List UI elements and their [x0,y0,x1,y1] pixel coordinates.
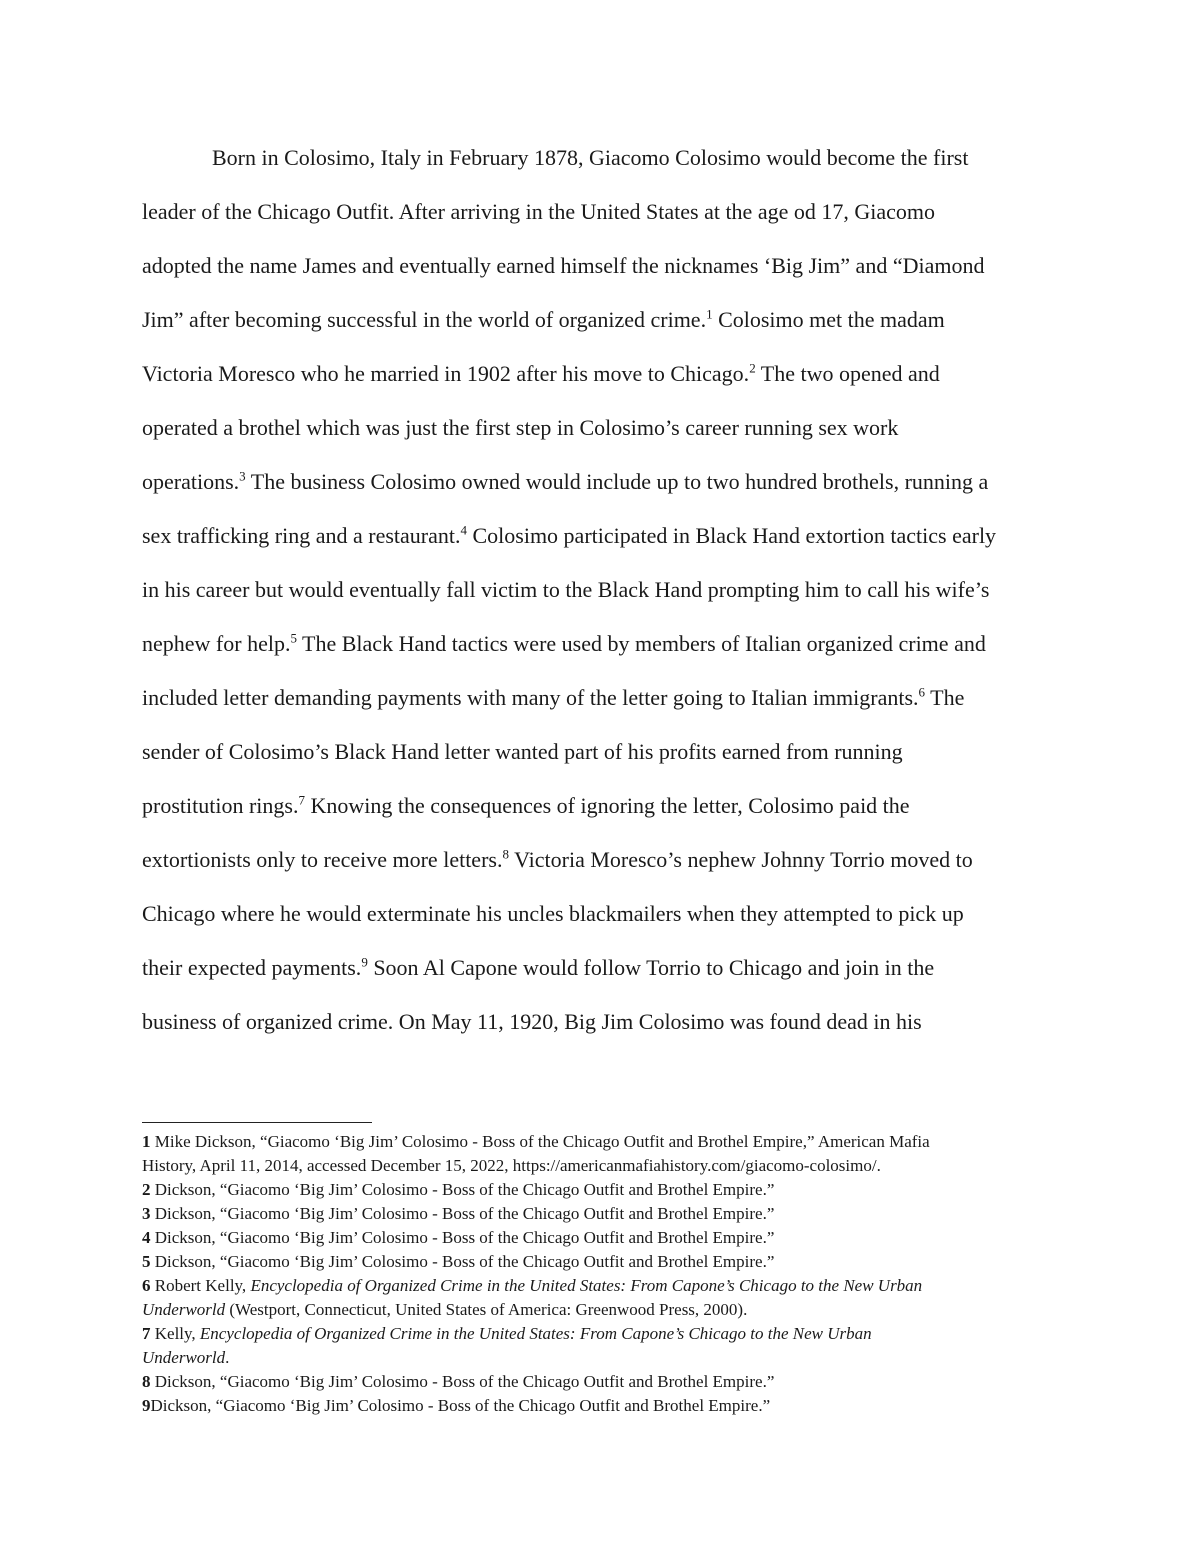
body-line: in his career but would eventually fall victim to the Black Hand prompting him to call his wife’s [142,577,990,602]
body-line: Born in Colosimo, Italy in February 1878, Giacomo Colosimo would become the first [212,145,969,170]
footnote-7: 7 Kelly, Encyclopedia of Organized Crime in the United States: From Capone’s Chicago to the New Urban Underworld. [142,1324,872,1367]
footnote-5: 5 Dickson, “Giacomo ‘Big Jim’ Colosimo - Boss of the Chicago Outfit and Brothel Empire.” [142,1252,775,1271]
body-line: adopted the name James and eventually earned himself the nicknames ‘Big Jim” and “Diamond [142,253,985,278]
footnote-number: 5 [142,1252,151,1271]
body-line: extortionists only to receive more letters.$^8$ Victoria Moresco’s nephew Johnny Torrio moved to [142,846,973,872]
footnote-number: 7 [142,1324,151,1343]
footnote-number: 1 [142,1132,151,1151]
footnote-reference[interactable]: 9 [361,954,368,970]
body-line: prostitution rings.$^7$ Knowing the consequences of ignoring the letter, Colosimo paid the [142,792,910,818]
footnote-url-line[interactable]: History, April 11, 2014, accessed December 15, 2022, https://americanmafiahistory.com/giacomo-colosimo/. [142,1156,881,1175]
footnote-number: 9 [142,1396,151,1415]
footnote-6: 6 Robert Kelly, Encyclopedia of Organized Crime in the United States: From Capone’s Chicago to the New Urban Underworld (Westport, Connecticut, United States of America: Greenwood Press, 2000). [142,1276,923,1319]
footnote-reference[interactable]: 5 [290,630,297,646]
footnote-2: 2 Dickson, “Giacomo ‘Big Jim’ Colosimo - Boss of the Chicago Outfit and Brothel Empire.” [142,1180,775,1199]
body-line: sender of Colosimo’s Black Hand letter wanted part of his profits earned from running [142,739,903,764]
body-line: operated a brothel which was just the first step in Colosimo’s career running sex work [142,415,899,440]
footnote-reference[interactable]: 1 [706,306,713,322]
footnote-1: 1 Mike Dickson, “Giacomo ‘Big Jim’ Colosimo - Boss of the Chicago Outfit and Brothel Empire,” American Mafia History, April 11, 2014, accessed December 15, 2022, https://americanmafiahistory.com/giacomo-colosimo/. [142,1132,930,1175]
body-line: their expected payments.$^9$ Soon Al Capone would follow Torrio to Chicago and join in the [142,954,935,980]
footnote-reference[interactable]: 3 [239,468,246,484]
footnote-reference[interactable]: 8 [502,846,509,862]
footnote-4: 4 Dickson, “Giacomo ‘Big Jim’ Colosimo - Boss of the Chicago Outfit and Brothel Empire.” [142,1228,775,1247]
footnote-number: 3 [142,1204,151,1223]
footnote-number: 2 [142,1180,151,1199]
body-line: nephew for help.$^5$ The Black Hand tactics were used by members of Italian organized crime and [142,630,986,656]
footnote-separator [142,1122,372,1123]
footnote-reference[interactable]: 7 [298,792,305,808]
body-line: sex trafficking ring and a restaurant.$^4$ Colosimo participated in Black Hand extortion tactics early [142,522,997,548]
footnote-3: 3 Dickson, “Giacomo ‘Big Jim’ Colosimo - Boss of the Chicago Outfit and Brothel Empire.” [142,1204,775,1223]
footnote-8: 8 Dickson, “Giacomo ‘Big Jim’ Colosimo - Boss of the Chicago Outfit and Brothel Empire.” [142,1372,775,1391]
footnote-number: 4 [142,1228,151,1247]
footnotes-section [142,1130,1062,1418]
body-line: Victoria Moresco who he married in 1902 after his move to Chicago.$^2$ The two opened and [142,360,940,386]
footnote-reference[interactable]: 6 [918,684,926,700]
body-line: leader of the Chicago Outfit. After arriving in the United States at the age od 17, Giacomo [142,199,935,224]
footnote-reference[interactable]: 2 [749,360,756,376]
body-line: included letter demanding payments with many of the letter going to Italian immigrants.$^6$ The [142,684,965,710]
footnote-reference[interactable]: 4 [460,522,467,538]
body-line: Chicago where he would exterminate his uncles blackmailers when they attempted to pick up [142,901,964,926]
footnote-number: 6 [142,1276,151,1295]
body-line: business of organized crime. On May 11, 1920, Big Jim Colosimo was found dead in his [142,1009,922,1034]
footnote-number: 8 [142,1372,151,1391]
body-line: operations.$^3$ The business Colosimo owned would include up to two hundred brothels, running a [142,468,989,494]
body-line: Jim” after becoming successful in the world of organized crime.$^1$ Colosimo met the madam [142,306,945,332]
footnote-9: 9Dickson, “Giacomo ‘Big Jim’ Colosimo - Boss of the Chicago Outfit and Brothel Empire.” [142,1396,771,1415]
